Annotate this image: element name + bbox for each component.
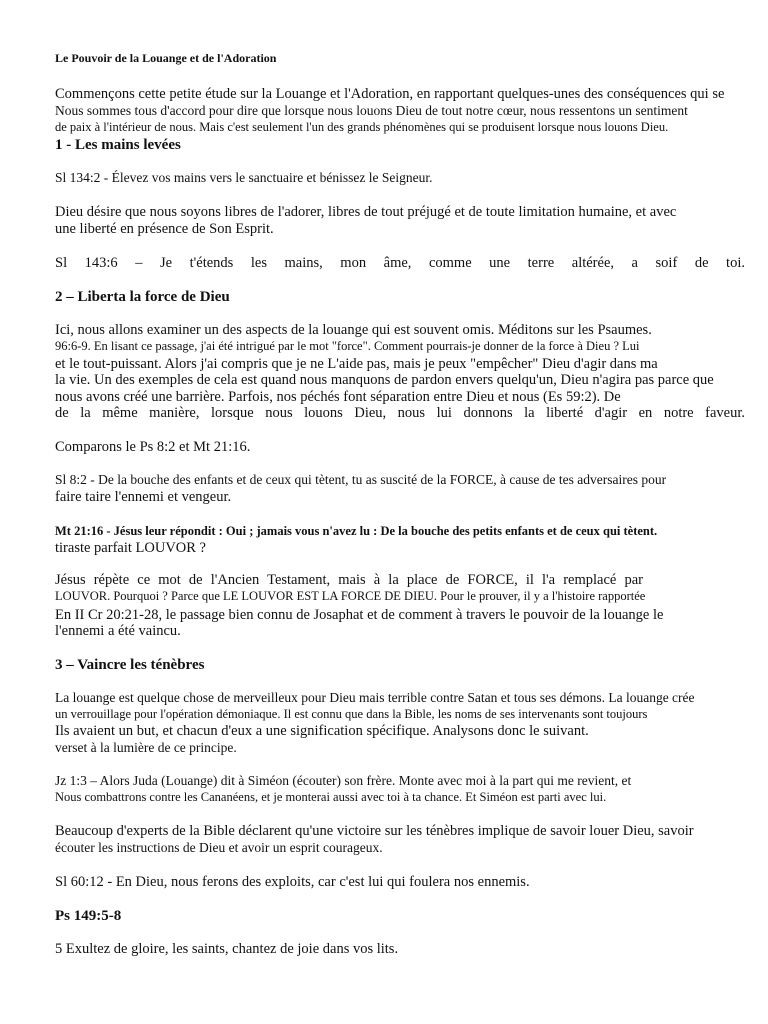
- intro-line-1: Commençons cette petite étude sur la Louange et l'Adoration, en rapportant quelques-unes des conséquences qui se: [55, 86, 725, 102]
- section-2-para2-line-1: Jésus répète ce mot de l'Ancien Testament, mais à la place de FORCE, il l'a remplacé par: [55, 572, 643, 588]
- section-2-heading: 2 – Liberta la force de Dieu: [55, 289, 230, 305]
- verse-jz-1-3-line-1: Jz 1:3 – Alors Juda (Louange) dit à Siméon (écouter) son frère. Monte avec moi à la part qui me revient, et: [55, 773, 632, 788]
- section-1-paragraph-line-1: Dieu désire que nous soyons libres de l'adorer, libres de tout préjugé et de toute limitation humaine, et avec: [55, 204, 677, 220]
- section-2-para2-line-2: LOUVOR. Pourquoi ? Parce que LE LOUVOR EST LA FORCE DE DIEU. Pour le prouver, il y a l'histoire rapportée: [55, 589, 646, 603]
- section-3-para1-line-4: verset à la lumière de ce principe.: [55, 740, 237, 755]
- section-2-para2-line-3: En II Cr 20:21-28, le passage bien connu de Josaphat et de comment à travers le pouvoir de la louange le: [55, 607, 664, 623]
- verse-sl-143-6: Sl 143:6 – Je t'étends les mains, mon âme, comme une terre altérée, a soif de toi.: [55, 255, 745, 271]
- section-3-para1-line-2: un verrouillage pour l'opération démoniaque. Il est connu que dans la Bible, les noms de ses intervenants sont toujours: [55, 707, 648, 721]
- verse-mt-21-16-line-2: tiraste parfait LOUVOR ?: [55, 540, 206, 556]
- verse-jz-1-3-line-2: Nous combattrons contre les Cananéens, et je monterai aussi avec toi à ta chance. Et Siméon est parti avec lui.: [55, 790, 607, 804]
- verse-mt-21-16-line-1: Mt 21:16 - Jésus leur répondit : Oui ; jamais vous n'avez lu : De la bouche des petits enfants et de ceux qui tètent.: [55, 524, 658, 538]
- section-2-para1-line-2: 96:6-9. En lisant ce passage, j'ai été intrigué par le mot "force". Comment pourrais-je donner de la force à Dieu ? Lui: [55, 339, 640, 353]
- section-2-para1-line-6: de la même manière, lorsque nous louons Dieu, nous lui donnons la liberté d'agir en notre faveur.: [55, 405, 745, 421]
- verse-sl-8-2-line-1: Sl 8:2 - De la bouche des enfants et de ceux qui tètent, tu as suscité de la FORCE, à cause de tes adversaires pour: [55, 472, 667, 487]
- section-4-heading: Ps 149:5-8: [55, 908, 122, 924]
- section-3-para2-line-2: écouter les instructions de Dieu et avoir un esprit courageux.: [55, 840, 383, 855]
- section-2-para1-line-5: nous avons créé une barrière. Parfois, nos péchés font séparation entre Dieu et nous (Es 59:2). De: [55, 389, 621, 405]
- intro-line-2: Nous sommes tous d'accord pour dire que lorsque nous louons Dieu de tout notre cœur, nous ressentons un sentiment: [55, 103, 688, 118]
- verse-ps-149-5: 5 Exultez de gloire, les saints, chantez de joie dans vos lits.: [55, 941, 399, 957]
- section-2-para2-line-4: l'ennemi a été vaincu.: [55, 623, 181, 639]
- section-2-para1-line-1: Ici, nous allons examiner un des aspects de la louange qui est souvent omis. Méditons sur les Psaumes.: [55, 322, 652, 338]
- section-1-heading: 1 - Les mains levées: [55, 137, 181, 153]
- section-3-para1-line-1: La louange est quelque chose de merveilleux pour Dieu mais terrible contre Satan et tous ses démons. La louange crée: [55, 690, 695, 705]
- intro-line-3: de paix à l'intérieur de nous. Mais c'est seulement l'un des grands phénomènes qui se produisent lorsque nous louons Dieu.: [55, 120, 669, 134]
- section-3-heading: 3 – Vaincre les ténèbres: [55, 657, 205, 673]
- document-title: Le Pouvoir de la Louange et de l'Adoration: [55, 52, 277, 65]
- verse-sl-8-2-line-2: faire taire l'ennemi et vengeur.: [55, 489, 232, 505]
- section-2-para1-line-4: la vie. Un des exemples de cela est quand nous manquons de pardon envers quelqu'un, Dieu n'agira pas parce que: [55, 372, 714, 388]
- section-3-para1-line-3: Ils avaient un but, et chacun d'eux a une signification spécifique. Analysons donc le suivant.: [55, 723, 589, 739]
- section-2-para1-line-3: et le tout-puissant. Alors j'ai compris que je ne L'aide pas, mais je peux "empêcher" Dieu d'agir dans ma: [55, 356, 658, 372]
- compare-line: Comparons le Ps 8:2 et Mt 21:16.: [55, 439, 251, 455]
- section-1-paragraph-line-2: une liberté en présence de Son Esprit.: [55, 221, 274, 237]
- verse-sl-60-12: Sl 60:12 - En Dieu, nous ferons des exploits, car c'est lui qui foulera nos ennemis.: [55, 874, 530, 890]
- verse-sl-134-2: Sl 134:2 - Élevez vos mains vers le sanctuaire et bénissez le Seigneur.: [55, 170, 433, 185]
- section-3-para2-line-1: Beaucoup d'experts de la Bible déclarent qu'une victoire sur les ténèbres implique de savoir louer Dieu, savoir: [55, 823, 694, 839]
